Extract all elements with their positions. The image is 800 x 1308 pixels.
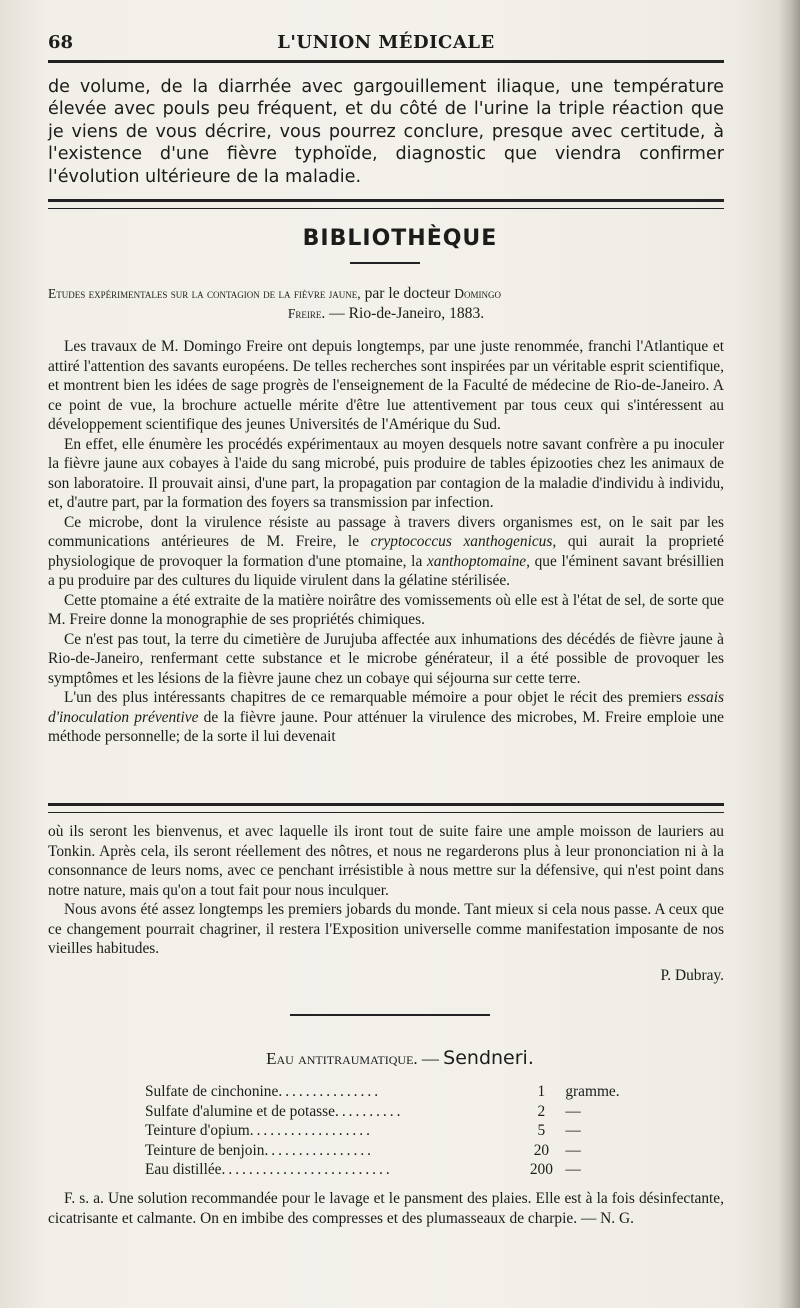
book-title: Etudes expérimentales sur la contagion de la fièvre jaune, <box>48 286 361 301</box>
review-text: L'un des plus intéressants chapitres de ce remarquable mémoire a pour objet le récit des premiers <box>64 689 688 706</box>
review-paragraph: En effet, elle énumère les procédés expérimentaux au moyen desquels notre savant confrère a pu inoculer la fièvre jaune aux cobayes à l'aide du sang microbé, puis produire de tables épizooties chez les animaux de son laboratoire. Il prouvait ainsi, d'une part, la propagation par contagion de la maladie d'individu à individu, et, d'autre part, par la formation des foyers sa transmission par infection. <box>48 435 724 511</box>
book-reference <box>48 284 724 324</box>
ingredient-unit: — <box>565 1141 581 1159</box>
ingredient-qty: 1 <box>537 1083 546 1100</box>
recipe-brand: Sendneri. <box>443 1047 534 1069</box>
signature: P. Dubray. <box>660 966 724 984</box>
page-number: 68 <box>48 32 74 53</box>
recipe-table <box>145 1083 645 1181</box>
book-author-last: Freire <box>287 306 322 321</box>
page-edge-shadow <box>778 0 800 1308</box>
ingredient-qty: 5 <box>537 1122 546 1140</box>
title-underline <box>350 262 420 264</box>
ingredient-name: Eau distillée <box>145 1161 222 1179</box>
leader-dots: ................ <box>264 1141 375 1159</box>
feuilleton-paragraph: Nous avons été assez longtemps les premiers jobards du monde. Tant mieux si cela nous passe. A ceux que ce changement pourrait chagriner, il restera l'Exposition universelle comme manifestation imposante de nos vieilles habitudes. <box>48 901 724 957</box>
review-paragraph <box>48 513 724 591</box>
feuilleton-divider <box>48 803 724 813</box>
review-text: Ce microbe, dont la virulence résiste au passage à travers divers organismes est, on le sait par les communications antérieures de M. Freire, le <box>48 513 724 550</box>
recipe-note: F. s. a. Une solution recommandée pour le lavage et le pansment des plaies. Elle est à la fois désinfectante, cicatrisante et calmante. On en imbibe des compresses et des plumasseaux de charpie. — N. G. <box>48 1190 724 1227</box>
ingredient-name: Sulfate d'alumine et de potasse <box>145 1102 335 1120</box>
recipe-row <box>145 1161 645 1181</box>
recipe-note-block <box>48 1189 724 1228</box>
feuilleton-body <box>48 822 724 985</box>
review-text: qui aurait la proprieté physiologique de provoquer la formation d'une ptomaine, la <box>48 533 725 570</box>
book-by: par le docteur <box>360 285 455 302</box>
review-paragraph: Ce n'est pas tout, la terre du cimetière de Jurujuba affectée aux inhumations des décédés de fièvre jaune à Rio-de-Janeiro, renfermant cette substance et le microbe générateur, il a été possible de provoquer les symptômes et les lésions de la fièvre jaune chez un cobaye qui séjourna sur cette terre. <box>48 630 724 687</box>
review-body <box>48 337 724 747</box>
leader-dots: .................. <box>249 1122 373 1140</box>
recipe-title-text: Eau antitraumatique. — <box>266 1049 444 1068</box>
intro-paragraph: de volume, de la diarrhée avec gargouillement iliaque, une température élevée avec pouls peu fréquent, et du côté de l'urine la triple réaction que je viens de vous décrire, vous pourrez conclure, presque avec certitude, à l'existence d'une fièvre typhoïde, diagnostic que viendra confirmer l'évolution ultérieure de la maladie. <box>48 77 724 187</box>
section-divider <box>48 199 724 209</box>
ingredient-name: Teinture de benjoin <box>145 1141 265 1159</box>
recipe-title <box>0 1047 800 1069</box>
feuilleton-paragraph: où ils seront les bienvenus, et avec laquelle ils iront tout de suite faire une ample moisson de lauriers au Tonkin. Après cela, ils seront réellement des nôtres, et nous ne regarderons plus à leur prononciation ni à la consonnance de leurs noms, avec ce penchant irrésistible à nous mettre sur la défensive, qui n'est point dans notre nature, mais qu'on a tout fait pour nous inculquer. <box>48 823 724 899</box>
ingredient-qty: 200 <box>529 1161 553 1179</box>
ingredient-qty: 2 <box>537 1102 546 1120</box>
review-text: que l'éminent savant brésillien a pu produire par des cultures du liquide virulent dans la gélatine stérilisée. <box>48 552 724 589</box>
ingredient-unit: — <box>565 1122 581 1140</box>
ingredient-unit: gramme. <box>565 1083 620 1100</box>
review-italic-term: cryptococcus xanthogenicus, <box>370 533 557 550</box>
ingredient-name: Sulfate de cinchonine <box>145 1083 279 1100</box>
recipe-row <box>145 1122 645 1142</box>
running-title: L'UNION MÉDICALE <box>277 32 495 53</box>
page-header <box>48 30 724 63</box>
recipe-row <box>145 1083 645 1103</box>
review-italic-term: essais d'inoculation préventive <box>48 689 724 726</box>
book-place-date: . — Rio-de-Janeiro, 1883. <box>321 305 485 322</box>
leader-dots: .......... <box>334 1102 404 1120</box>
review-paragraph: Cette ptomaine a été extraite de la matière noirâtre des vomissements où elle est à l'état de sel, de sorte que M. Freire donne la monographie de ses propriétés chimiques. <box>48 591 724 628</box>
ingredient-name: Teinture d'opium <box>145 1122 250 1140</box>
recipe-divider <box>290 1014 490 1016</box>
ingredient-unit: — <box>565 1102 581 1120</box>
review-text: de la fièvre jaune. Pour atténuer la virulence des microbes, M. Freire emploie une méthode personnelle; de la sorte il lui devenait <box>48 708 725 745</box>
ingredient-qty: 20 <box>533 1141 550 1159</box>
leader-dots: ......................... <box>221 1161 393 1179</box>
recipe-row <box>145 1142 645 1162</box>
recipe-row <box>145 1103 645 1123</box>
section-title: BIBLIOTHÈQUE <box>302 226 498 251</box>
intro-paragraph-block <box>48 76 724 188</box>
ingredient-unit: — <box>565 1161 581 1179</box>
leader-dots: ............... <box>278 1083 382 1100</box>
book-author-first: Domingo <box>454 286 501 301</box>
review-paragraph: Les travaux de M. Domingo Freire ont depuis longtemps, par une juste renommée, franchi l'Atlantique et attiré l'attention des savants européens. De telles recherches sont inspirées par un véritable esprit scientifique, et montrent bien les idées de sage progrès de l'enseignement de la Faculté de médecine de Rio-de-Janeiro. A ce point de vue, la brochure actuelle mérite d'être lue attentivement par tous ceux qui s'intéressent au développement scientifique des jeunes Universités de l'Amérique du Sud. <box>48 338 724 433</box>
review-italic-term: xanthoptomaine, <box>426 552 530 570</box>
review-paragraph <box>48 688 724 747</box>
